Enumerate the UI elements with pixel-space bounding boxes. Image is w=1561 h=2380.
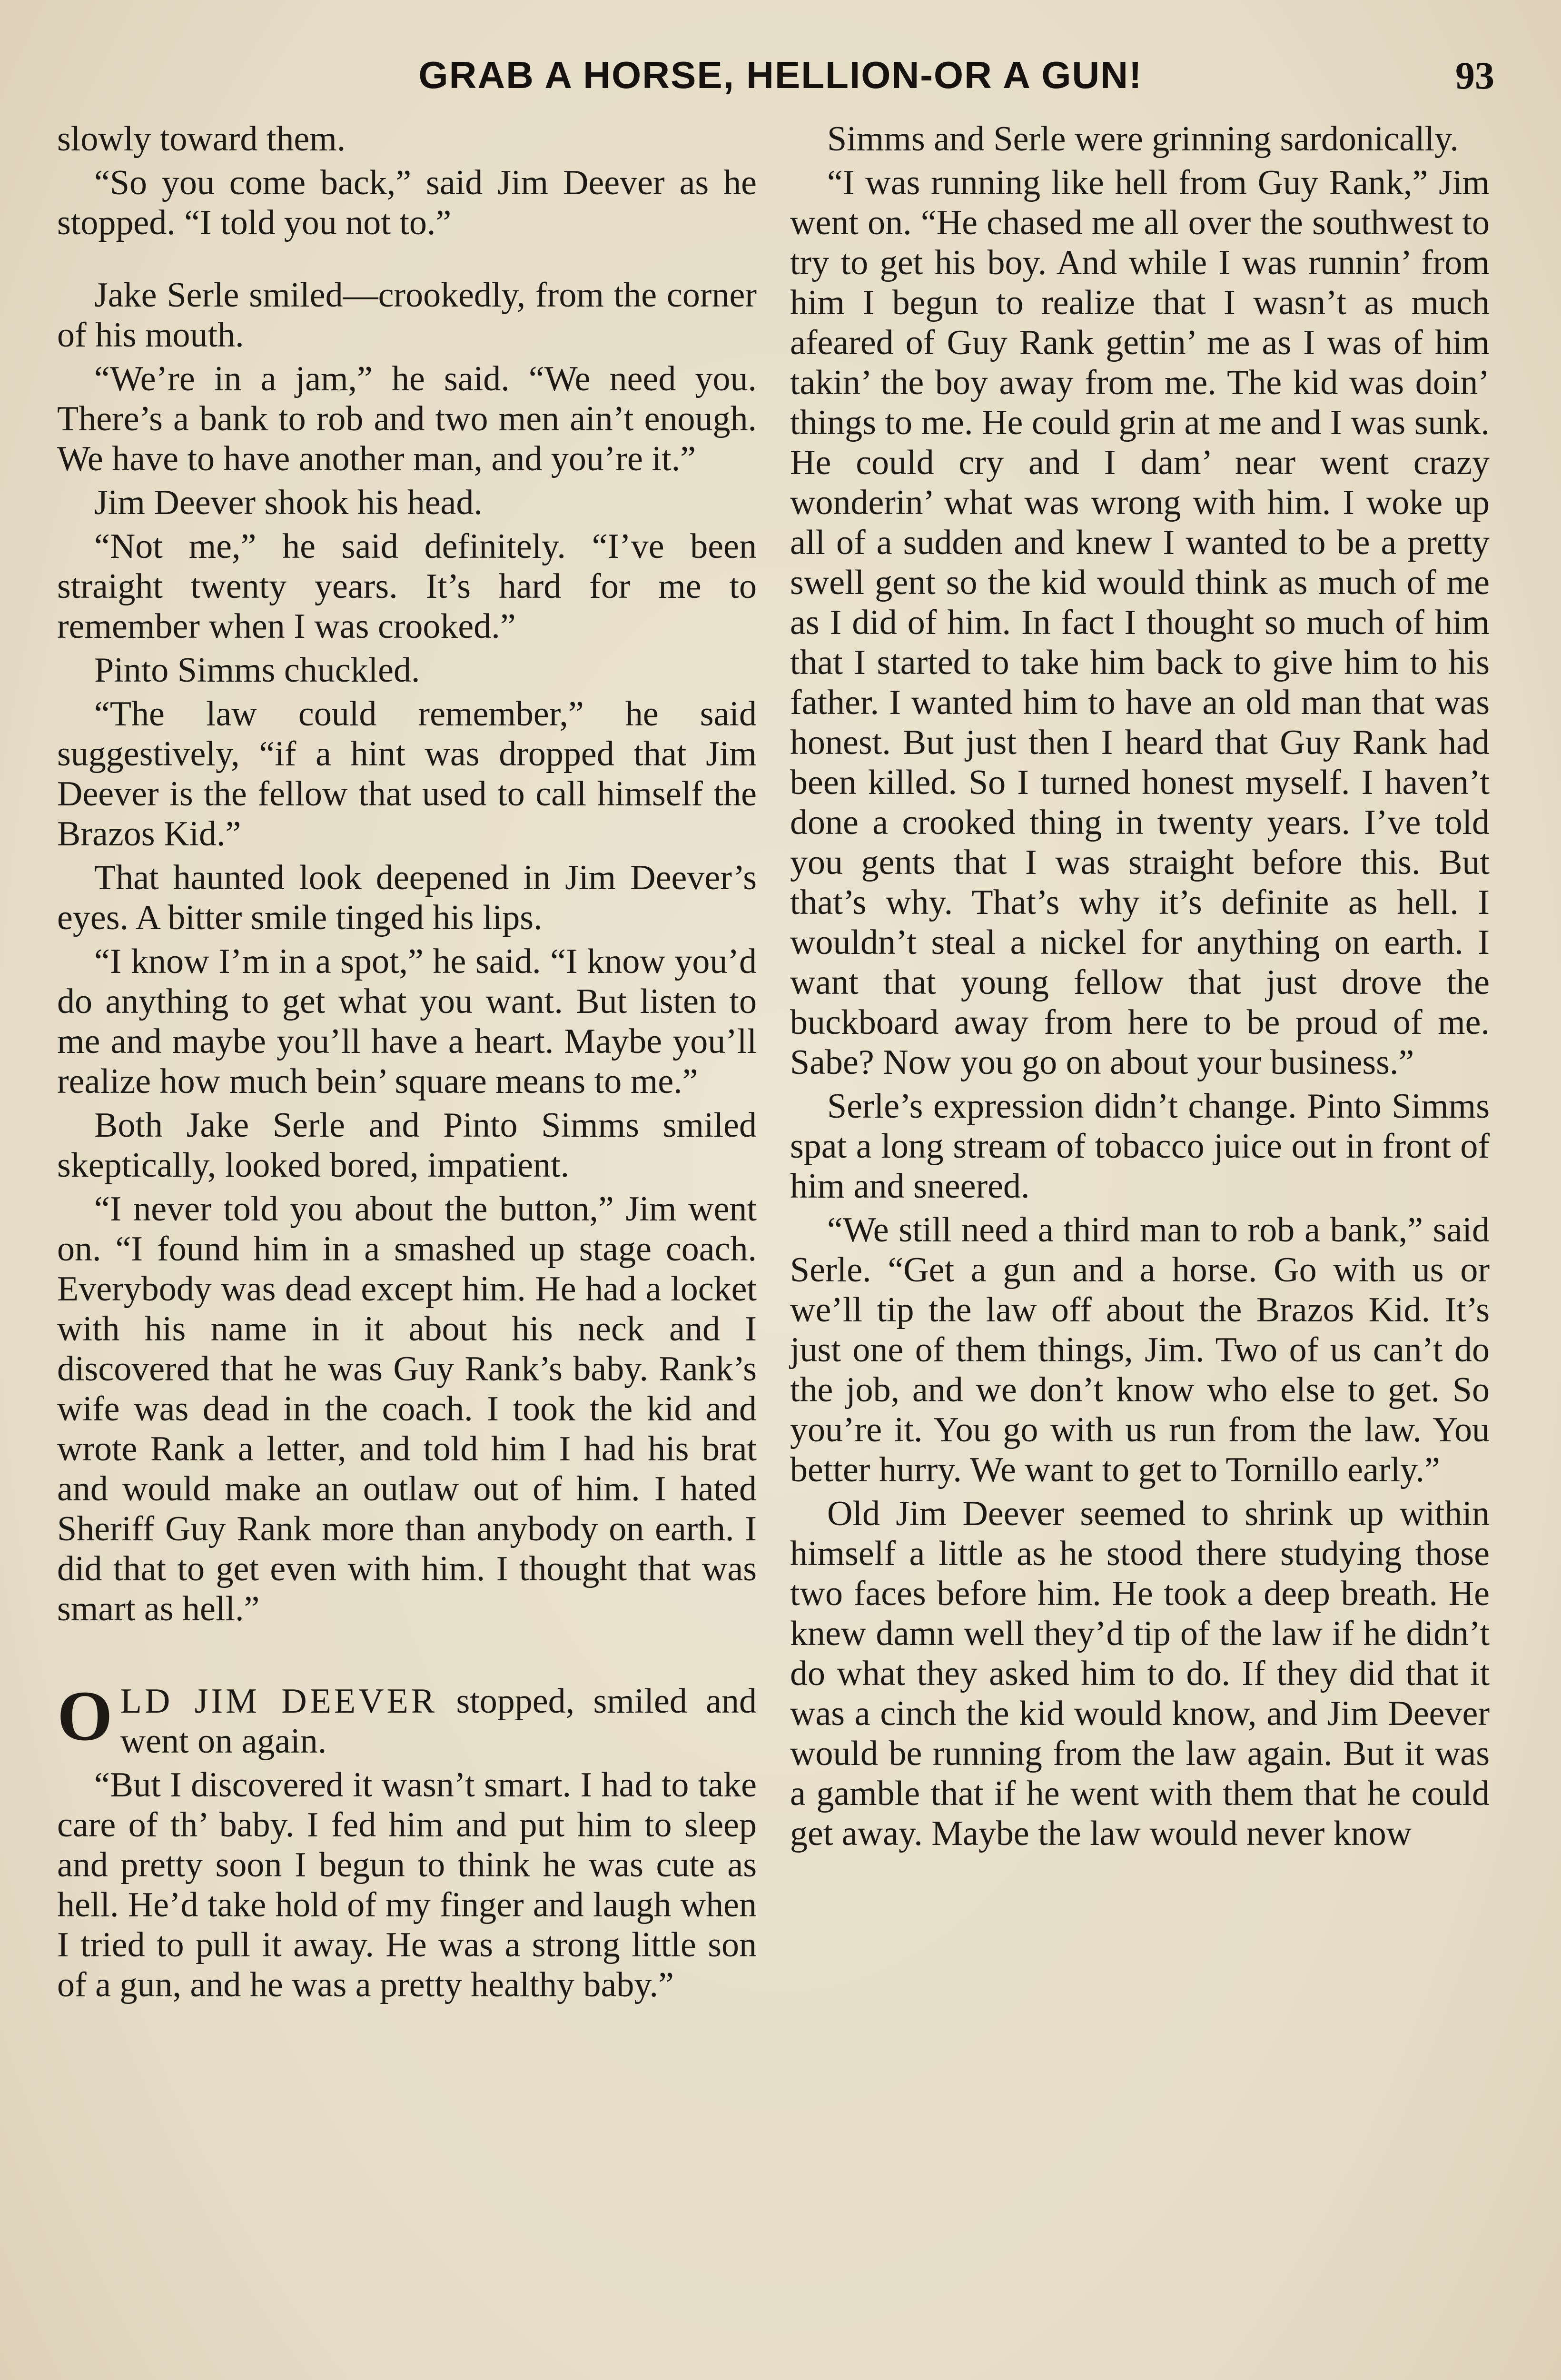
right-column: [790, 119, 1490, 1857]
paragraph: “But I discovered it wasn’t smart. I had to take care of th’ baby. I fed him and put him to sleep and pretty soon I begun to think he was cute as hell. He’d take hold of my finger and laugh when I tried to pull it away. He was a strong little son of a gun, and he was a pretty healthy baby.”: [57, 1765, 757, 2004]
paragraph: “Not me,” he said definitely. “I’ve been straight twenty years. It’s hard for me to remember when I was crooked.”: [57, 527, 757, 646]
paragraph: Pinto Simms chuckled.: [94, 651, 420, 690]
paragraph: “So you come back,” said Jim Deever as he stopped. “I told you not to.”: [57, 163, 757, 242]
page-header: [57, 53, 1504, 106]
drop-cap-small-caps: LD JIM DEEVER: [120, 1682, 438, 1721]
paragraph: “I never told you about the button,” Jim went on. “I found him in a smashed up stage coach. Everybody was dead except him. He had a locket with his name in it about his neck and I discovered that he was Guy Rank’s baby. Rank’s wife was dead in the coach. I took the kid and wrote Rank a letter, and told him I had his brat and would make an outlaw out of him. I hated Sheriff Guy Rank more than anybody on earth. I did that to get even with him. I thought that was smart as hell.”: [57, 1190, 757, 1628]
paragraph: Old Jim Deever seemed to shrink up within himself a little as he stood there studying those two faces before him. He took a deep breath. He knew damn well they’d tip of the law if he didn’t do what they asked him to do. If they did that it was a cinch the kid would know, and Jim Deever would be running from the law again. But it was a gamble that if he went with them that he could get away. Maybe the law would never know: [790, 1494, 1490, 1853]
paragraph: Both Jake Serle and Pinto Simms smiled skeptically, looked bored, impatient.: [57, 1106, 757, 1185]
paragraph: “We’re in a jam,” he said. “We need you. There’s a bank to rob and two men ain’t enough. We have to have another man, and you’re it.”: [57, 359, 757, 478]
section-opening-paragraph: [57, 1676, 757, 1761]
paragraph: “We still need a third man to rob a bank,” said Serle. “Get a gun and a horse. Go with us or we’ll tip the law off about the Brazos Kid. It’s just one of them things, Jim. Two of us can’t do the job, and we don’t know who else to get. So you’re it. You go with us run from the law. You better hurry. We want to get to Tornillo early.”: [790, 1210, 1490, 1489]
paragraph: Jim Deever shook his head.: [94, 483, 483, 522]
page-number: 93: [1455, 54, 1494, 97]
paragraph: Simms and Serle were grinning sardonically.: [827, 119, 1459, 159]
paragraph: slowly toward them.: [57, 119, 346, 159]
paragraph: Jake Serle smiled—crookedly, from the corner of his mouth.: [57, 276, 757, 355]
drop-cap-rest: stopped, smiled and went on again.: [120, 1682, 757, 1761]
paragraph: “The law could remember,” he said suggestively, “if a hint was dropped that Jim Deever is the fellow that used to call himself the Brazos Kid.”: [57, 694, 757, 853]
paragraph: “I know I’m in a spot,” he said. “I know you’d do anything to get what you want. But listen to me and maybe you’ll have a heart. Maybe you’ll realize how much bein’ square means to me.”: [57, 942, 757, 1101]
paragraph: Serle’s expression didn’t change. Pinto Simms spat a long stream of tobacco juice out in front of him and sneered.: [790, 1087, 1490, 1206]
paragraph: “I was running like hell from Guy Rank,” Jim went on. “He chased me all over the southwest to try to get his boy. And while I was runnin’ from him I begun to realize that I wasn’t as much afeared of Guy Rank gettin’ me as I was of him takin’ the boy away from me. The kid was doin’ things to me. He could grin at me and I was sunk. He could cry and I dam’ near went crazy wonderin’ what was wrong with him. I woke up all of a sudden and knew I wanted to be a pretty swell gent so the kid would think as much of me as I did of him. In fact I thought so much of him that I started to take him back to give him to his father. I wanted him to have an old man that was honest. But just then I heard that Guy Rank had been killed. So I turned honest myself. I haven’t done a crooked thing in twenty years. I’ve told you gents that I was straight before this. But that’s why. That’s why it’s definite as hell. I wouldn’t steal a nickel for anything on earth. I want that young fellow that just drove the buckboard away from here to be proud of me. Sabe? Now you go on about your business.”: [790, 163, 1490, 1082]
paragraph: That haunted look deepened in Jim Deever’s eyes. A bitter smile tinged his lips.: [57, 858, 757, 937]
running-title: GRAB A HORSE, HELLION-OR A GUN!: [418, 54, 1143, 96]
left-column: [57, 119, 757, 2009]
drop-cap: O: [57, 1676, 113, 1755]
